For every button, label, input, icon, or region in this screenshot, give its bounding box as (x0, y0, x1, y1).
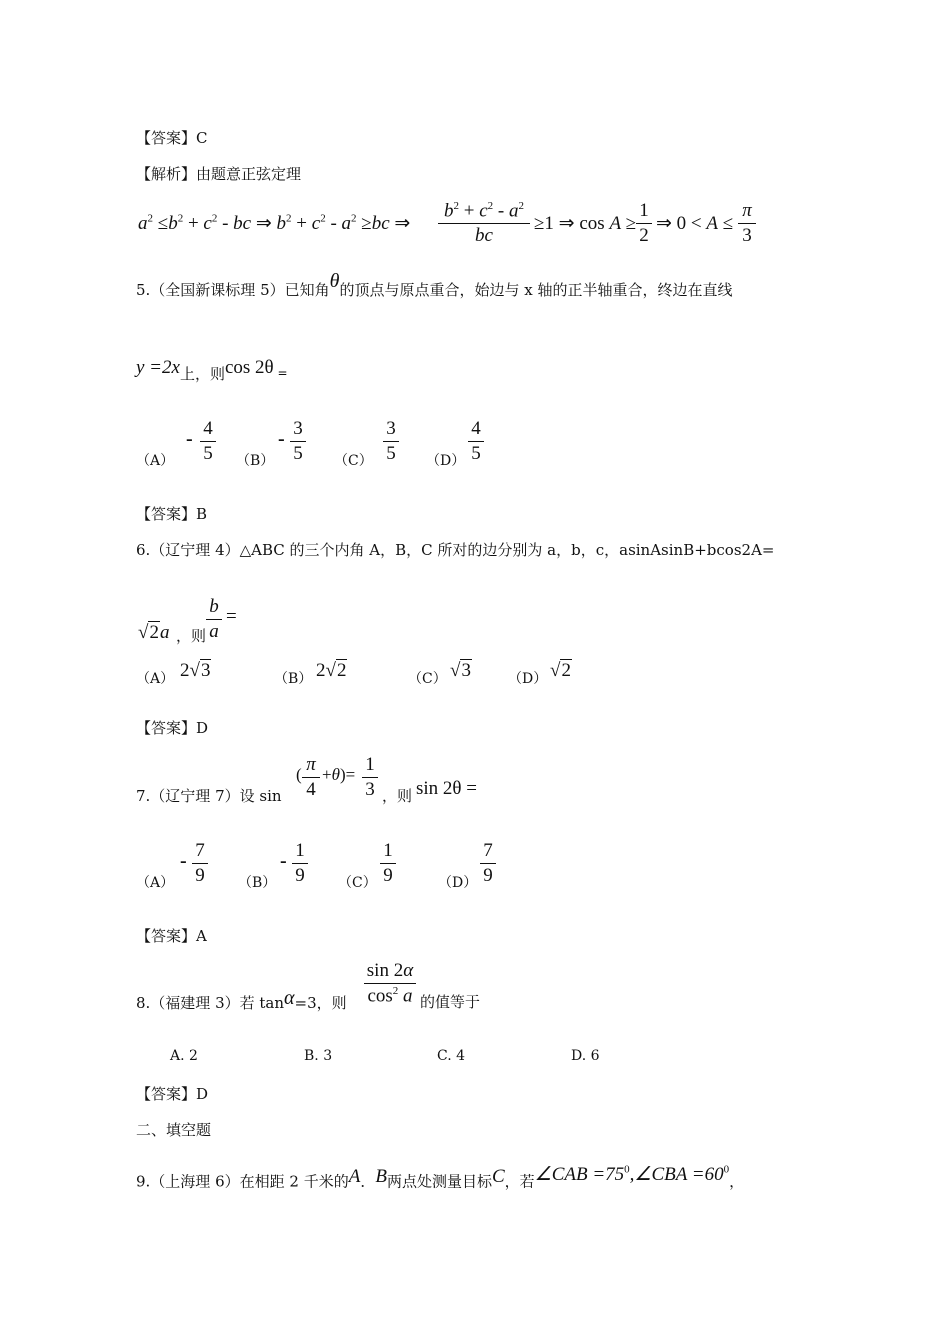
analysis-text: 由题意正弦定理 (196, 165, 302, 183)
q9-stem-part1: 9.（上海理 6）在相距 2 千米的 (136, 1172, 349, 1191)
answer-line-q6 (136, 718, 208, 738)
q5-option-a-sign: - (186, 428, 193, 450)
q6-option-c-label: （C） (408, 671, 447, 687)
q5-stem-part1: 5.（全国新课标理 5）已知角 (136, 281, 330, 299)
q7-fraction-third: 1 3 (362, 754, 378, 801)
q6-fraction-b-over-a: b a (206, 596, 222, 643)
answer-line-q8 (136, 1084, 208, 1104)
q6-then: ，则 (176, 627, 207, 645)
answer-label: 【答案】 (136, 505, 197, 523)
question-5-stem (136, 270, 733, 300)
q6-option-a-value: 2√3 (180, 660, 211, 681)
q6-option-b-value: 2√2 (316, 660, 347, 681)
q8-tail: 的值等于 (420, 993, 481, 1011)
q6-option-d-value: √2 (550, 660, 571, 681)
q9-dot: ． (360, 1172, 376, 1191)
q5-option-b-fraction: 3 5 (290, 418, 306, 465)
q7-option-a-fraction: 7 9 (192, 840, 208, 887)
answer-label: 【答案】 (136, 719, 197, 737)
q7-option-a-label: （A） (136, 875, 175, 891)
answer-value: D (196, 719, 209, 737)
analysis-line-q4 (136, 164, 301, 184)
q7-option-b-label: （B） (238, 875, 277, 891)
q8-option-d: D. 6 (571, 1048, 600, 1064)
q7-option-c-label: （C） (338, 875, 377, 891)
q6-option-b-label: （B） (274, 671, 313, 687)
question-6-stem: 6.（辽宁理 4）△ABC 的三个内角 A，B，C 所对的边分别为 a，b，c，asinAsinB+bcos2A= (136, 541, 775, 559)
q7-option-c-fraction: 1 9 (380, 840, 396, 887)
q8-option-c: C. 4 (437, 1048, 466, 1064)
cos2theta: cos 2θ (224, 357, 274, 378)
answer-line-q5 (136, 504, 207, 524)
q9-end: ， (729, 1172, 745, 1191)
formula-fraction-half: 1 2 (636, 200, 652, 247)
q7-option-b-fraction: 1 9 (292, 840, 308, 887)
q9-mid: 两点处测量目标 (386, 1172, 492, 1191)
q7-then: ，则 (382, 787, 413, 805)
q5-stem-part2: 的顶点与原点重合，始边与 x 轴的正半轴重合，终边在直线 (339, 281, 733, 299)
q6-option-a-label: （A） (136, 671, 175, 687)
q7-plus-theta: +θ)= (322, 765, 356, 784)
analysis-label: 【解析】 (136, 165, 197, 183)
q8-option-a: A. 2 (170, 1048, 198, 1064)
theta-symbol: θ (329, 270, 340, 292)
question-8-stem (136, 987, 347, 1013)
formula-derivation: $a^2 \le b^2 + c^2$ - bc ⇒ $b^2 + c^2 - a^2 \ge bc$ ⇒ (138, 212, 411, 234)
q7-option-b-sign: - (280, 850, 287, 872)
question-5-line2 (136, 357, 288, 383)
q7-option-d-label: （D） (438, 875, 478, 891)
question-9-stem (136, 1166, 744, 1191)
q6-sqrt2a: √2a (138, 622, 170, 643)
point-c: C (491, 1166, 505, 1188)
q7-option-a-sign: - (180, 850, 187, 872)
formula-fraction-main: $b^2 + c^2 - a^2$ bc (438, 200, 530, 247)
q5-text: 上，则 (179, 365, 225, 383)
answer-line-q7 (136, 926, 207, 946)
q6-option-d-label: （D） (508, 671, 548, 687)
point-b: B (375, 1166, 387, 1188)
q7-option-d-fraction: 7 9 (480, 840, 496, 887)
q5-option-d-label: （D） (426, 453, 466, 469)
q7-paren-open: ( (296, 765, 302, 784)
answer-value: D (196, 1085, 209, 1103)
answer-value: B (196, 505, 208, 523)
q6-option-c-value: √3 (450, 660, 471, 681)
alpha-symbol: α (284, 987, 295, 1009)
answer-value: C (196, 129, 208, 147)
q5-option-a-label: （A） (136, 453, 175, 469)
q6-equals: = (226, 606, 237, 627)
line-equation: y =2x (136, 357, 180, 378)
answer-label: 【答案】 (136, 1085, 197, 1103)
formula-tail: ≥1 ⇒ cos A ≥ (534, 213, 637, 234)
formula-fraction-pi3: π 3 (738, 200, 756, 247)
question-7-stem: 7.（辽宁理 7）设 sin (136, 787, 282, 805)
formula-tail2: ⇒ 0 < A ≤ (656, 213, 734, 234)
q8-option-b: B. 3 (304, 1048, 333, 1064)
answer-label: 【答案】 (136, 927, 197, 945)
q9-angle-cab: ∠CAB $=75^0,\angle CBA =60^0$ (534, 1164, 730, 1186)
q5-option-c-fraction: 3 5 (383, 418, 399, 465)
point-a: A (348, 1166, 361, 1188)
q5-option-b-sign: - (278, 428, 285, 450)
q5-option-a-fraction: 4 5 (200, 418, 216, 465)
q8-eq3: =3，则 (294, 994, 347, 1012)
q7-fraction-pi4: π 4 (302, 754, 320, 801)
answer-value: A (196, 927, 207, 945)
q5-option-c-label: （C） (334, 453, 373, 469)
q8-fraction-sin2a-cos2a: sin 2α $\cos^2 a$ (364, 960, 416, 1007)
answer-line-q4 (136, 128, 208, 148)
q5-option-b-label: （B） (236, 453, 275, 469)
q9-ruo: ，若 (504, 1172, 535, 1191)
answer-label: 【答案】 (136, 129, 197, 147)
section-heading-fill-blank: 二、填空题 (136, 1121, 212, 1139)
equals: = (273, 366, 288, 380)
q7-sin2theta: sin 2θ = (416, 778, 477, 799)
q8-stem-part1: 8.（福建理 3）若 tan (136, 994, 285, 1012)
q5-option-d-fraction: 4 5 (468, 418, 484, 465)
